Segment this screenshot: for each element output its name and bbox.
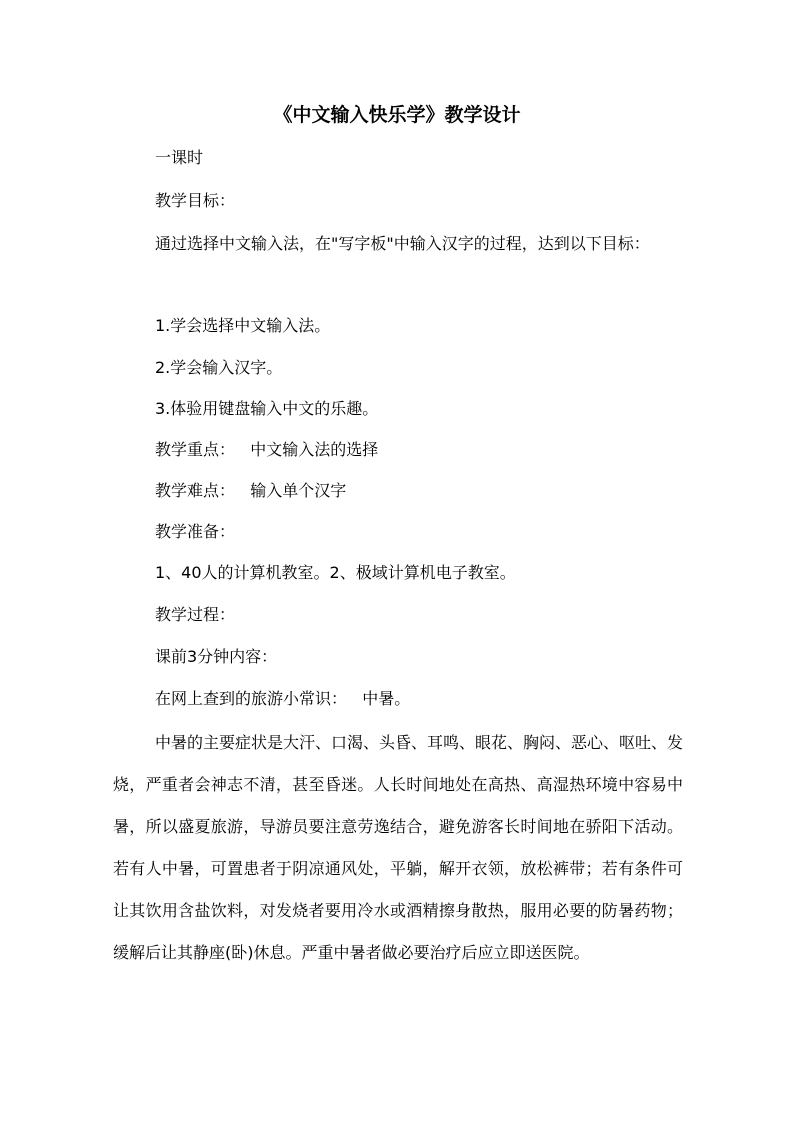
teaching-preparation-items: 1、40人的计算机教室。2、极域计算机电子教室。 bbox=[155, 563, 516, 582]
document-title: 《中文输入快乐学》教学设计 bbox=[273, 104, 521, 126]
teaching-preparation-heading: 教学准备： bbox=[155, 522, 236, 541]
goal-item-3: 3.体验用键盘输入中文的乐趣。 bbox=[155, 399, 379, 418]
teaching-goals-heading: 教学目标： bbox=[155, 191, 236, 210]
goal-item-2: 2.学会输入汉字。 bbox=[155, 358, 283, 377]
heatstroke-paragraph: 中暑的主要症状是大汗、口渴、头昏、耳鸣、眼花、胸闷、恶心、呕吐、发烧，严重者会神志不清，甚至昏迷。人长时间地处在高热、高湿热环境中容易中暑，所以盛夏旅游，导游员要注意劳逸结合，避免游客长时间地在骄阳下活动。若有人中暑，可置患者于阴凉通风处，平躺，解开衣领，放松裤带；若有条件可让其饮用含盐饮料，对发烧者要用冷水或酒精擦身散热，服用必要的防暑药物；缓解后让其静座(卧)休息。严重中暑者做必要治疗后应立即送医院。 bbox=[113, 733, 684, 962]
teaching-goals-intro: 通过选择中文输入法，在"写字板"中输入汉字的过程，达到以下目标： bbox=[155, 234, 650, 253]
pre-class-content-heading: 课前3分钟内容： bbox=[155, 647, 278, 666]
goal-item-1: 1.学会选择中文输入法。 bbox=[155, 316, 331, 335]
travel-tip-line: 在网上查到的旅游小常识： 中暑。 bbox=[155, 689, 411, 708]
class-hours-line: 一课时 bbox=[155, 148, 204, 167]
key-point-line: 教学重点： 中文输入法的选择 bbox=[155, 440, 379, 459]
teaching-process-heading: 教学过程： bbox=[155, 605, 236, 624]
difficult-point-line: 教学难点： 输入单个汉字 bbox=[155, 481, 347, 500]
